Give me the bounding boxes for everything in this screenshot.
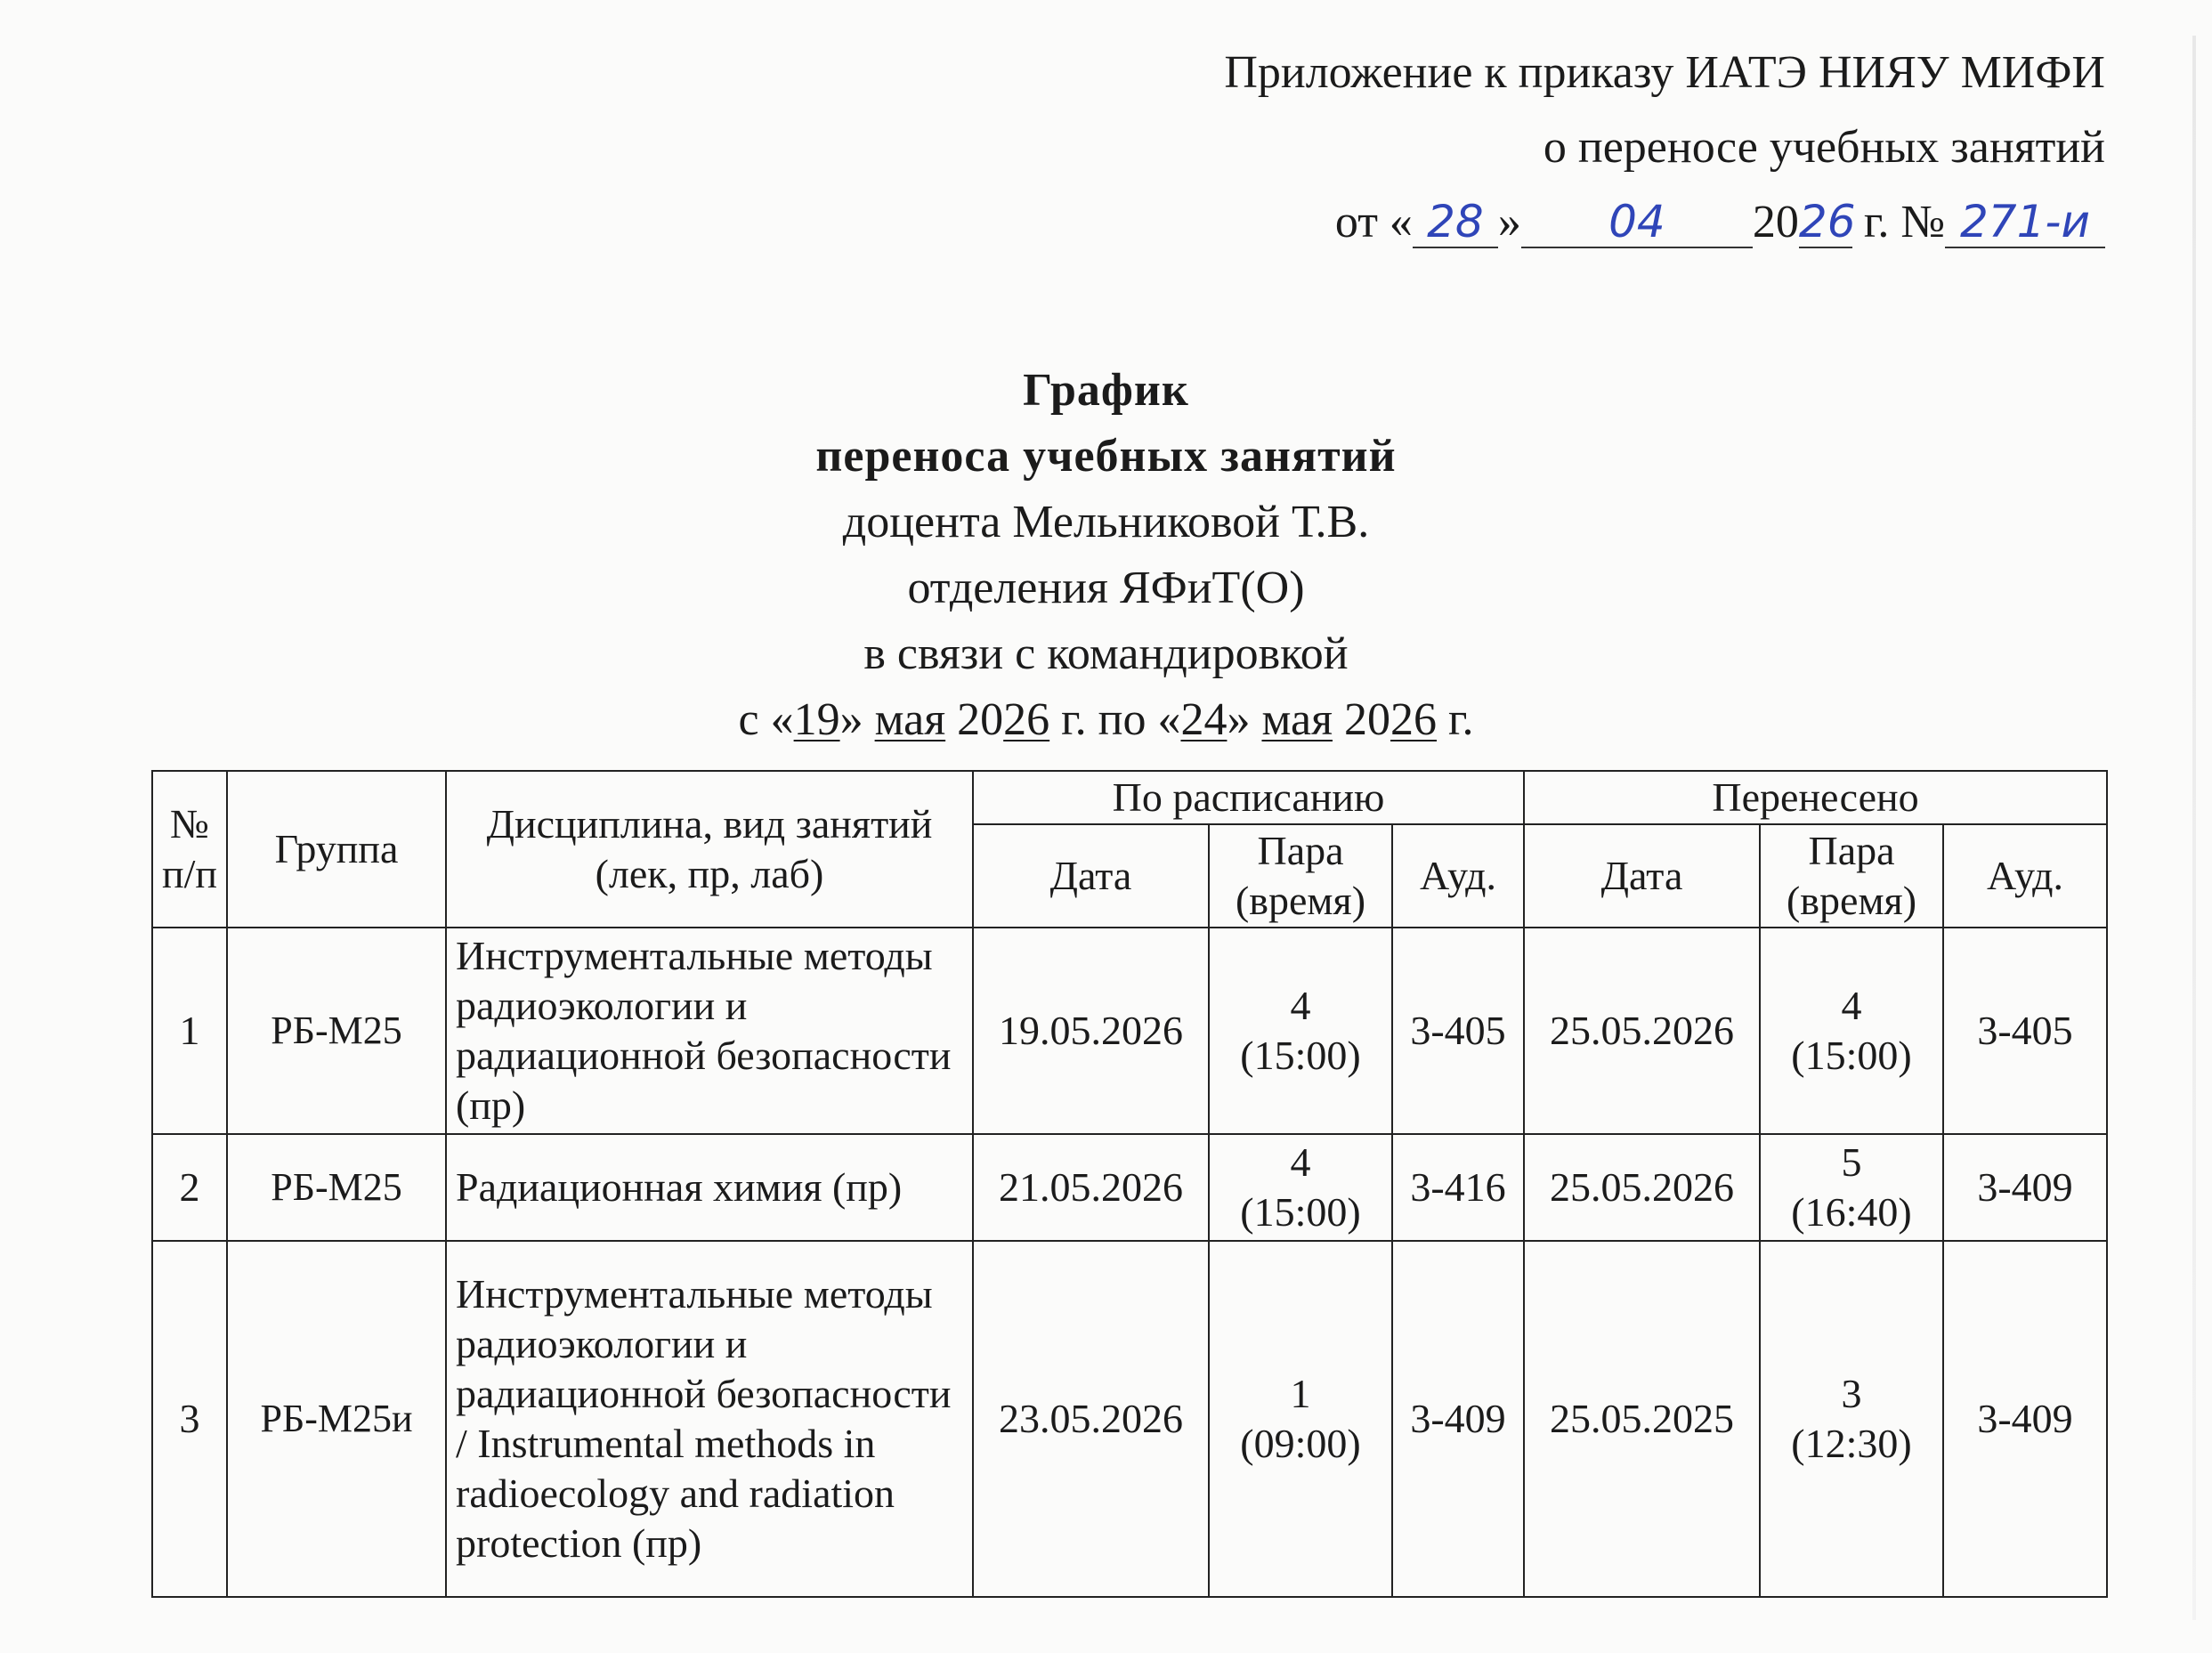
pair-time: (15:00): [1791, 1033, 1912, 1078]
row-moved-date: 25.05.2025: [1524, 1241, 1760, 1597]
row-num: 1: [152, 928, 227, 1134]
year-prefix: 20: [1752, 197, 1799, 247]
pair-time: (09:00): [1240, 1421, 1361, 1466]
row-scheduled-room: 3-405: [1392, 928, 1524, 1134]
period-part: г.: [1437, 694, 1474, 745]
header-discipline: Дисциплина, вид занятий (лек, пр, лаб): [446, 771, 973, 928]
table-header-row: [152, 771, 2107, 824]
period-part: 20: [1333, 694, 1391, 745]
title-line-5: в связи с командировкой: [863, 628, 1349, 679]
title-line-3: доцента Мельниковой Т.В.: [842, 497, 1370, 547]
header-scheduled: По расписанию: [973, 771, 1524, 824]
row-discipline: Инструментальные методы радиоэкологии и радиационной безопасности (пр): [446, 928, 973, 1134]
header-num: № п/п: [152, 771, 227, 928]
row-scheduled-date: 23.05.2026: [973, 1241, 1209, 1597]
row-group: РБ-М25: [227, 1134, 446, 1241]
title-period: [0, 687, 2212, 753]
table-row: [152, 928, 2107, 1134]
pair-number: 3: [1841, 1371, 1862, 1416]
pair-time: (15:00): [1240, 1033, 1361, 1078]
row-discipline: Радиационная химия (пр): [446, 1134, 973, 1241]
pair-number: 4: [1841, 983, 1862, 1028]
schedule-table: [151, 770, 2108, 1598]
header-scheduled-room: Ауд.: [1392, 824, 1524, 928]
row-num: 2: [152, 1134, 227, 1241]
handwritten-day: 28: [1413, 197, 1498, 248]
row-group: РБ-М25: [227, 928, 446, 1134]
row-moved-date: 25.05.2026: [1524, 928, 1760, 1134]
period-part: »: [839, 694, 875, 745]
row-scheduled-room: 3-409: [1392, 1241, 1524, 1597]
row-moved-room: 3-409: [1943, 1134, 2107, 1241]
row-scheduled-room: 3-416: [1392, 1134, 1524, 1241]
row-moved-room: 3-405: [1943, 928, 2107, 1134]
handwritten-month: 04: [1521, 197, 1753, 248]
row-moved-pair: [1760, 1134, 1943, 1241]
header-scheduled-pair: Пара (время): [1209, 824, 1392, 928]
row-scheduled-pair: [1209, 1241, 1392, 1597]
title-line-1: График: [1023, 365, 1189, 416]
title-line-2: переноса учебных занятий: [815, 431, 1397, 482]
period-from-month: мая: [874, 694, 946, 745]
row-moved-pair: [1760, 928, 1943, 1134]
period-part: 20: [945, 694, 1004, 745]
period-part: с «: [738, 694, 794, 745]
period-part: г. по «: [1049, 694, 1181, 745]
title-line-4: отделения ЯФиТ(О): [907, 563, 1305, 613]
header-line-1: Приложение к приказу ИАТЭ НИЯУ МИФИ: [1224, 47, 2105, 98]
header-moved: Перенесено: [1524, 771, 2107, 824]
row-scheduled-date: 21.05.2026: [973, 1134, 1209, 1241]
pair-number: 5: [1841, 1139, 1862, 1185]
period-from-year: 26: [1003, 694, 1050, 745]
row-discipline: Инструментальные методы радиоэкологии и радиационной безопасности / Instrumental methods in radioecology and radiation protection (пр): [446, 1241, 973, 1597]
header-scheduled-date: Дата: [973, 824, 1209, 928]
date-prefix: от «: [1334, 197, 1413, 247]
date-separator: »: [1497, 197, 1521, 247]
row-num: 3: [152, 1241, 227, 1597]
handwritten-year: 26: [1798, 196, 1856, 247]
row-group: РБ-М25и: [227, 1241, 446, 1597]
header-moved-room: Ауд.: [1943, 824, 2107, 928]
pair-number: 4: [1290, 1139, 1311, 1185]
table-row: [152, 1241, 2107, 1597]
period-to-day: 24: [1180, 694, 1228, 745]
pair-number: 1: [1290, 1371, 1311, 1416]
table-row: [152, 1134, 2107, 1241]
row-moved-date: 25.05.2026: [1524, 1134, 1760, 1241]
pair-time: (15:00): [1240, 1189, 1361, 1235]
document-title: [0, 358, 2212, 753]
row-moved-pair: [1760, 1241, 1943, 1597]
number-prefix: г. №: [1851, 197, 1945, 247]
header-group: Группа: [227, 771, 446, 928]
header-moved-date: Дата: [1524, 824, 1760, 928]
handwritten-order-number: 271-и: [1945, 197, 2105, 248]
row-scheduled-pair: [1209, 1134, 1392, 1241]
row-scheduled-date: 19.05.2026: [973, 928, 1209, 1134]
header-moved-pair: Пара (время): [1760, 824, 1943, 928]
period-to-year: 26: [1390, 694, 1438, 745]
scan-edge-shadow: [2192, 36, 2196, 1620]
row-scheduled-pair: [1209, 928, 1392, 1134]
order-header: [1224, 36, 2105, 260]
pair-number: 4: [1290, 983, 1311, 1028]
header-line-3: [1224, 185, 2105, 260]
pair-time: (16:40): [1791, 1189, 1912, 1235]
header-line-2: о переносе учебных занятий: [1543, 122, 2105, 173]
period-from-day: 19: [793, 694, 840, 745]
pair-time: (12:30): [1791, 1421, 1912, 1466]
row-moved-room: 3-409: [1943, 1241, 2107, 1597]
period-to-month: мая: [1261, 694, 1333, 745]
period-part: »: [1227, 694, 1262, 745]
